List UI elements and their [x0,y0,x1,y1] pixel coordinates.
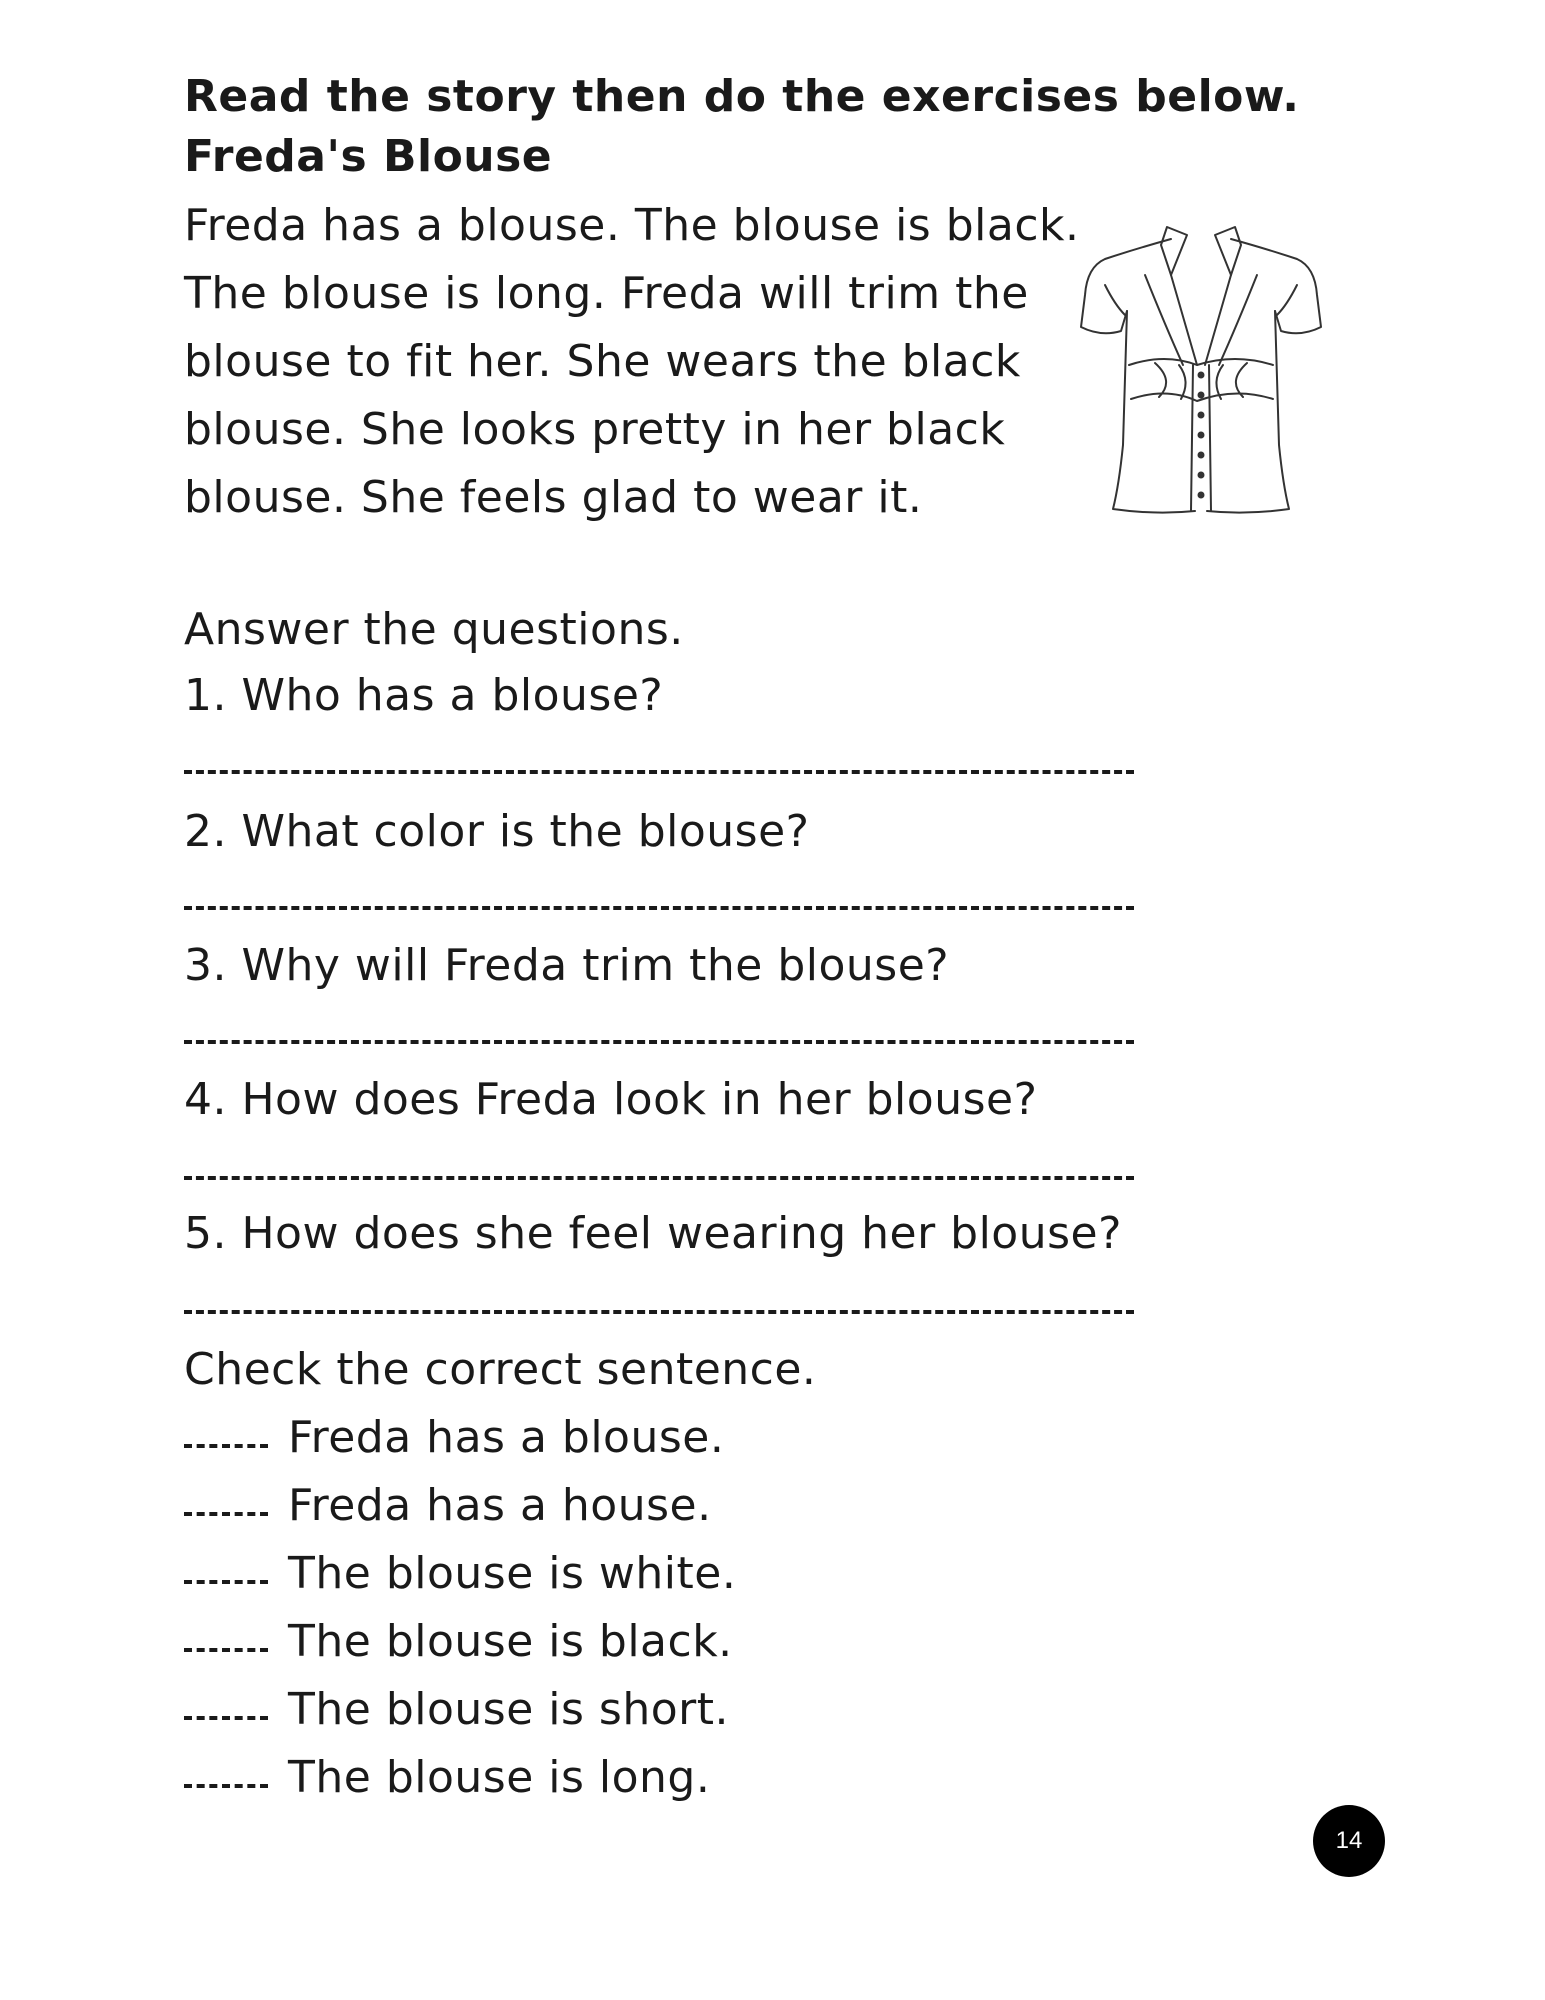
questions-heading: Answer the questions. [184,604,684,655]
check-blank[interactable] [184,1648,268,1652]
answer-line-2[interactable] [184,906,1134,910]
story-line: blouse to fit her. She wears the black [184,336,1021,387]
check-sentence: The blouse is black. [288,1616,733,1667]
story-line: The blouse is long. Freda will trim the [184,268,1029,319]
question-4: 4. How does Freda look in her blouse? [184,1074,1038,1125]
check-blank[interactable] [184,1580,268,1584]
answer-line-3[interactable] [184,1040,1134,1044]
story-line: Freda has a blouse. The blouse is black. [184,200,1080,251]
check-item [184,1404,724,1472]
check-item [184,1472,712,1540]
answer-line-4[interactable] [184,1176,1134,1180]
page-number-badge: 14 [1313,1805,1385,1877]
check-sentence: The blouse is long. [288,1752,711,1803]
question-1: 1. Who has a blouse? [184,670,664,721]
check-sentence: Freda has a house. [288,1480,712,1531]
story-line: blouse. She feels glad to wear it. [184,472,923,523]
check-blank[interactable] [184,1512,268,1516]
check-item [184,1608,733,1676]
check-sentence: The blouse is short. [288,1684,729,1735]
blouse-illustration [1075,215,1330,525]
question-2: 2. What color is the blouse? [184,806,810,857]
check-sentence: The blouse is white. [288,1548,737,1599]
check-blank[interactable] [184,1784,268,1788]
question-5: 5. How does she feel wearing her blouse? [184,1208,1122,1259]
check-heading: Check the correct sentence. [184,1344,817,1395]
check-blank[interactable] [184,1716,268,1720]
story-line: blouse. She looks pretty in her black [184,404,1006,455]
check-item [184,1676,729,1744]
check-item [184,1540,736,1608]
story-title: Freda's Blouse [184,131,553,182]
answer-line-5[interactable] [184,1310,1134,1314]
check-item [184,1744,710,1812]
check-sentence: Freda has a blouse. [288,1412,725,1463]
question-3: 3. Why will Freda trim the blouse? [184,940,950,991]
instructions-heading: Read the story then do the exercises below. [184,71,1300,122]
answer-line-1[interactable] [184,770,1134,774]
check-blank[interactable] [184,1444,268,1448]
